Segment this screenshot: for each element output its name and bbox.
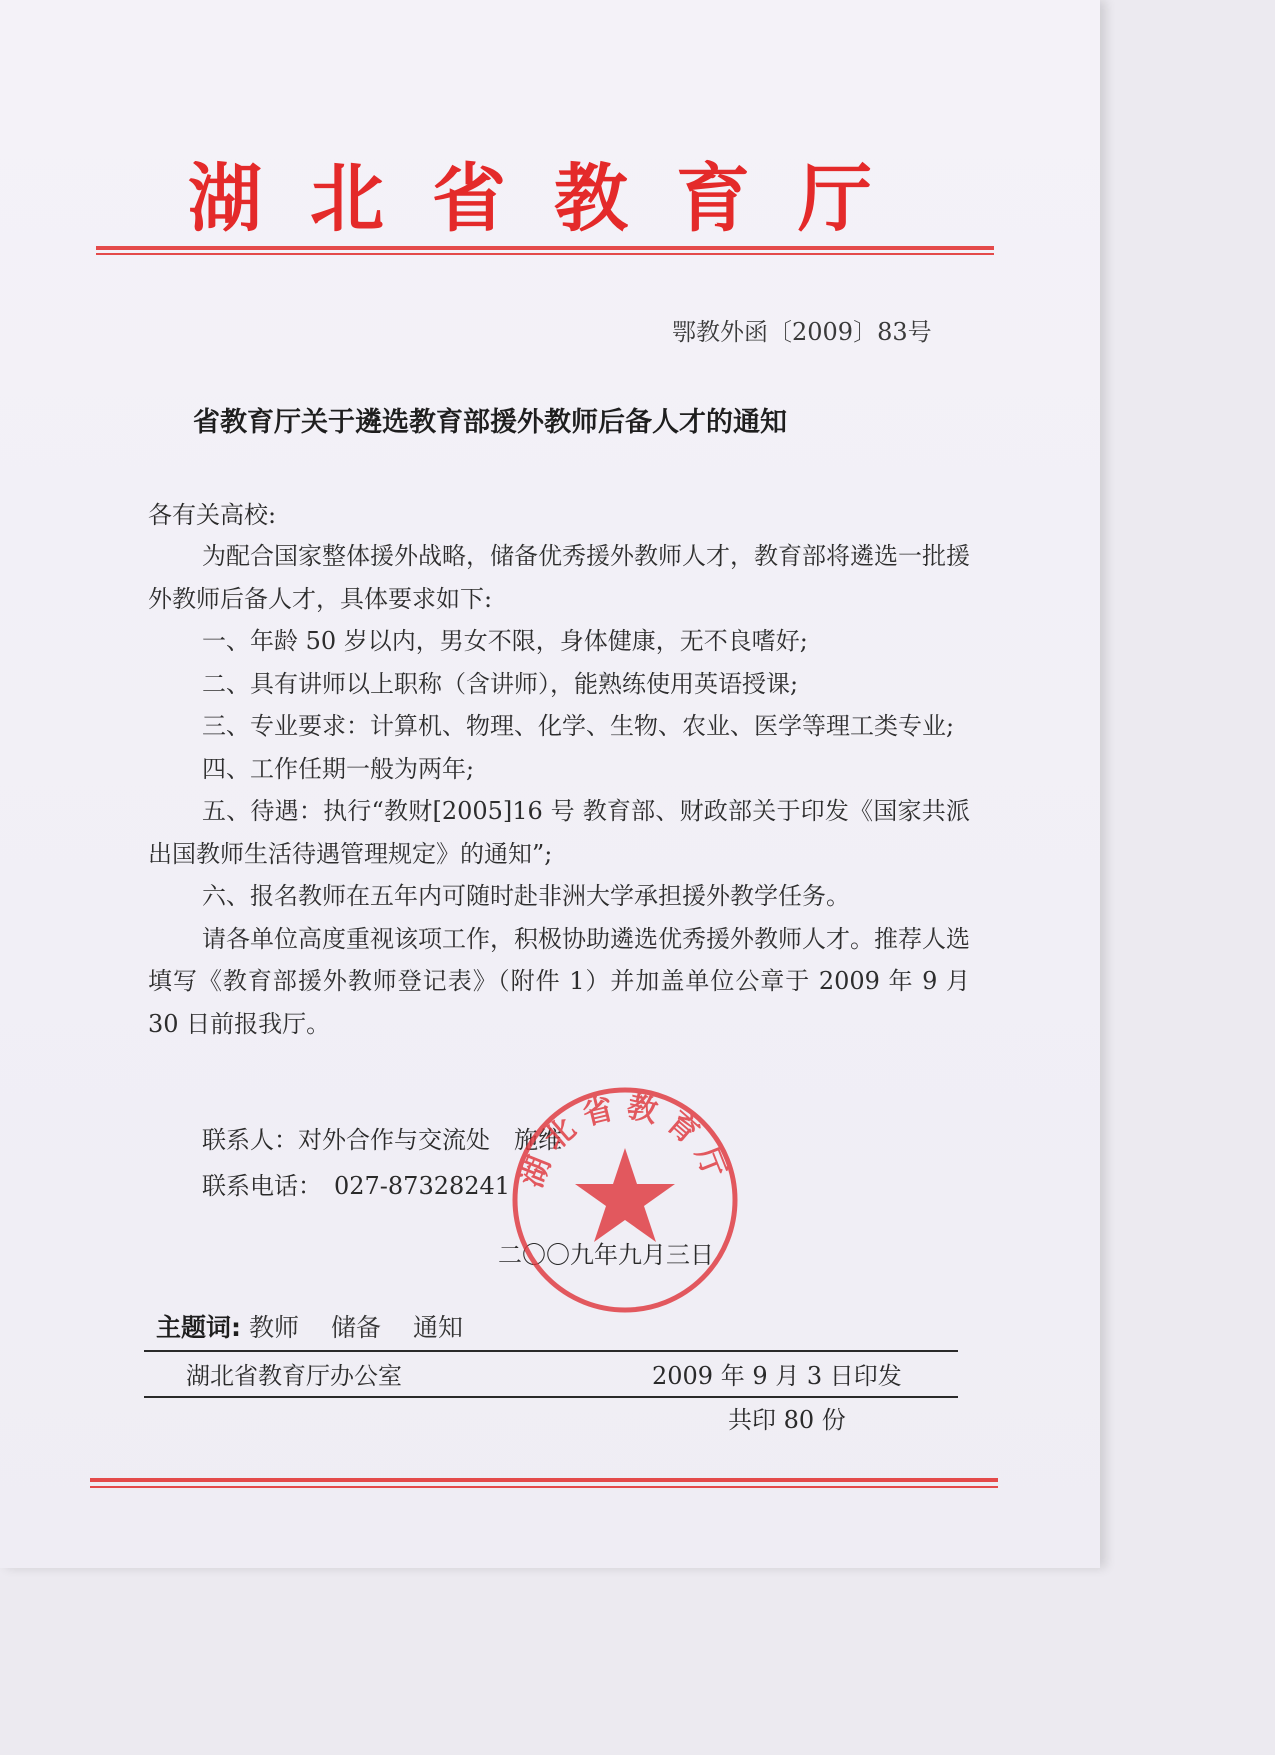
keywords-label: 主题词: [156, 1313, 241, 1342]
footer-rule-bottom [144, 1396, 958, 1398]
letterhead-red-rule [96, 246, 994, 255]
body-paragraph: 四、工作任期一般为两年; [202, 754, 475, 783]
salutation: 各有关高校: [148, 501, 277, 529]
keyword-item: 储备 [331, 1313, 382, 1342]
body-paragraph: 一、年龄 50 岁以内，男女不限，身体健康，无不良嗜好; [202, 627, 808, 655]
body-paragraph: 三、专业要求：计算机、物理、化学、生物、农业、医学等理工类专业; [202, 712, 955, 740]
bottom-red-rule-thin [90, 1486, 998, 1488]
body-paragraph: 五、待遇：执行“教财[2005]16 号 教育部、财政部关于印发《国家共派出国教师生活待遇管理规定》的通知”; [148, 797, 970, 868]
keyword-item: 教师 [249, 1313, 300, 1342]
issuing-office: 湖北省教育厅办公室 [186, 1362, 402, 1390]
body-paragraph: 六、报名教师在五年内可随时赴非洲大学承担援外教学任务。 [202, 882, 850, 910]
issue-date: 2009 年 9 月 3 日印发 [652, 1362, 902, 1390]
footer-rule-top [144, 1350, 958, 1352]
official-seal-stamp [505, 1080, 745, 1320]
body-paragraph: 请各单位高度重视该项工作，积极协助遴选优秀援外教师人才。推荐人选填写《教育部援外教师登记表》（附件 1）并加盖单位公章于 2009 年 9 月 30 日前报我厅。 [148, 924, 970, 1038]
contact-phone: 联系电话： 027-87328241 [202, 1172, 511, 1200]
keyword-item: 通知 [413, 1313, 464, 1342]
bottom-red-rule [90, 1478, 998, 1482]
document-title: 省教育厅关于遴选教育部援外教师后备人才的通知 [193, 407, 787, 438]
letterhead-title: 湖北省教育厅 [188, 156, 920, 242]
document-body [148, 535, 970, 1045]
body-paragraph: 为配合国家整体援外战略，储备优秀援外教师人才，教育部将遴选一批援外教师后备人才，具体要求如下: [148, 542, 970, 613]
body-paragraph: 二、具有讲师以上职称（含讲师），能熟练使用英语授课; [202, 669, 799, 698]
svg-text:湖北省教育厅: 湖北省教育厅 [514, 1089, 736, 1193]
contact-person: 联系人：对外合作与交流处 施维 [202, 1126, 562, 1154]
signature-date: 二〇〇九年九月三日 [498, 1241, 714, 1269]
subject-keywords [156, 1308, 487, 1344]
print-copies: 共印 80 份 [728, 1406, 846, 1434]
document-number: 鄂教外函〔2009〕83号 [672, 318, 932, 346]
